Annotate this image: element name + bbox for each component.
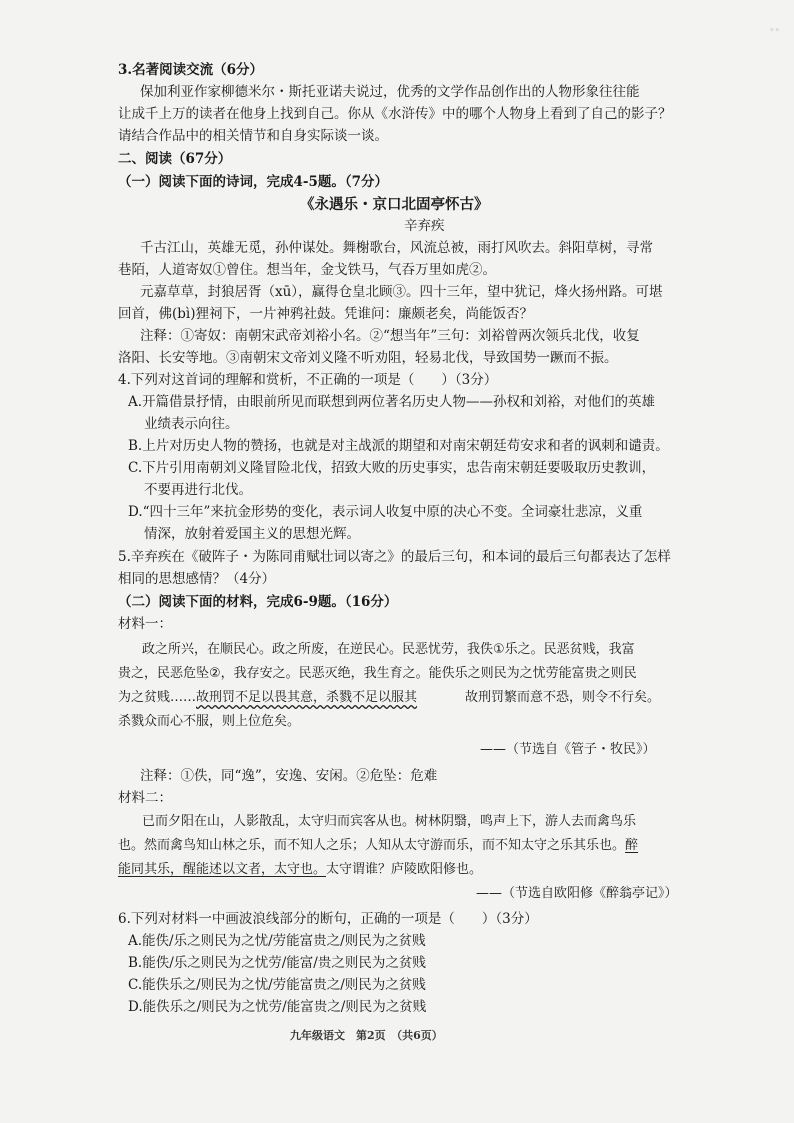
material-2-underlined-segment: 能同其乐，醒能述以文者，太守也。 <box>118 862 327 877</box>
poem-author: 辛弃疾 <box>404 218 445 234</box>
material-1-line-3-end: 故刑罚繁而意不恐，则令不行矣。 <box>465 690 661 705</box>
material-2-line-2-text: 也。然而禽鸟知山林之乐，而不知人之乐；人知从太守游而乐，而不知太守之乐其乐也。 <box>118 838 626 853</box>
q6-option-c: C.能佚乐之/则民为之忧/劳能富贵之/则民为之贫贱 <box>128 977 426 993</box>
q5-line-2: 相同的思想感情？（4分） <box>118 571 276 587</box>
q4-option-d-1: D.“四十三年”来抗金形势的变化，表示词人收复中原的决心不变。全词豪壮悲凉，义重 <box>128 504 643 520</box>
material-1-note: 注释：①佚，同“逸”，安逸、安闲。②危坠：危难 <box>140 768 438 784</box>
q3-line-2: 让成千上万的读者在他身上找到自己。你从《水浒传》中的哪个人物身上看到了自己的影子？ <box>118 106 672 122</box>
material-1-label: 材料一： <box>118 616 172 632</box>
page-footer: 九年级语文 第2页 （共6页） <box>290 1029 443 1042</box>
q4-option-b: B.上片对历史人物的赞扬，也就是对主战派的期望和对南宋朝廷苟安求和者的讽刺和谴责。 <box>128 438 669 454</box>
q4-option-c-2: 不要再进行北伐。 <box>144 482 252 498</box>
poem-note-1: 注释：①寄奴：南朝宋武帝刘裕小名。②“想当年”三句：刘裕曾两次领兵北伐，收复 <box>140 328 640 344</box>
q5-line-1: 5.辛弃疾在《破阵子・为陈同甫赋壮词以寄之》的最后三句，和本词的最后三句都表达了怎样 <box>118 549 671 565</box>
material-2-underlined-start: 醉 <box>625 838 639 853</box>
q4-heading: 4.下列对这首词的理解和赏析，不正确的一项是（ ）（3分） <box>118 372 498 388</box>
poem-line-2b: 回首，佛(bì)狸祠下，一片神鸦社鼓。凭谁问：廉颇老矣，尚能饭否？ <box>118 306 533 322</box>
material-1-line-4: 杀戮众而心不服，则上位危矣。 <box>118 714 301 729</box>
poem-title: 《永遇乐・京口北固亭怀古》 <box>300 196 489 213</box>
material-2-line-1: 已而夕阳在山，人影散乱，太守归而宾客从也。树林阴翳，鸣声上下，游人去而禽鸟乐 <box>142 814 637 829</box>
poem-line-1a: 千古江山，英雄无觅，孙仲谋处。舞榭歌台，风流总被，雨打风吹去。斜阳草树，寻常 <box>140 240 653 256</box>
q4-option-a-1: A.开篇借景抒情，由眼前所见而联想到两位著名历史人物——孙权和刘裕，对他们的英雄 <box>128 394 656 410</box>
material-2-label: 材料二： <box>118 790 172 806</box>
material-1-wavy-segment: 故刑罚不足以畏其意，杀戮不足以服其 <box>196 690 418 705</box>
material-1-source: ——（节选自《管子・牧民》） <box>480 742 656 757</box>
material-1-line-3 <box>118 688 660 708</box>
q6-option-a: A.能佚/乐之则民为之忧/劳能富贵之/则民为之贫贱 <box>128 933 426 949</box>
part-1-heading: （一）阅读下面的诗词，完成4-5题。（7分） <box>118 174 389 190</box>
corner-mark: ◦◦ <box>769 26 780 36</box>
material-1-line-1: 政之所兴，在顺民心。政之所废，在逆民心。民恶忧劳，我佚①乐之。民恶贫贱，我富 <box>142 642 635 657</box>
q4-option-c-1: C.下片引用南朝刘义隆冒险北伐，招致大败的历史事实，忠告南宋朝廷要吸取历史教训， <box>128 460 656 476</box>
poem-line-2a: 元嘉草草，封狼居胥（xū），赢得仓皇北顾③。四十三年，望中犹记，烽火扬州路。可堪 <box>140 284 663 300</box>
q3-line-3: 请结合作品中的相关情节和自身实际谈一谈。 <box>118 128 388 144</box>
poem-note-2: 洛阳、长安等地。③南朝宋文帝刘义隆不听劝阻，轻易北伐，导致国势一蹶而不振。 <box>118 350 618 366</box>
material-1-line-3-start: 为之贫贱…… <box>118 690 197 705</box>
poem-line-1b: 巷陌，人道寄奴①曾住。想当年，金戈铁马，气吞万里如虎②。 <box>118 262 496 278</box>
material-2-line-3-end: 太守谓谁？庐陵欧阳修也。 <box>326 862 483 877</box>
section-2-heading: 二、阅读（67分） <box>118 151 232 167</box>
q3-heading: 3.名著阅读交流（6分） <box>118 62 263 78</box>
q4-option-a-2: 业绩表示向往。 <box>144 416 239 432</box>
material-2-source: ——（节选自欧阳修《醉翁亭记》） <box>476 886 678 901</box>
q6-heading: 6.下列对材料一中画波浪线部分的断句，正确的一项是（ ）（3分） <box>118 911 538 927</box>
q6-option-d: D.能佚乐之/则民为之忧劳/能富贵之/则民为之贫贱 <box>128 999 427 1015</box>
q3-line-1: 保加利亚作家柳德米尔・斯托亚诺夫说过，优秀的文学作品创作出的人物形象往往能 <box>140 84 640 100</box>
material-2-line-3 <box>118 860 482 880</box>
q4-option-d-2: 情深，放射着爱国主义的思想光辉。 <box>144 526 360 542</box>
part-2-heading: （二）阅读下面的材料，完成6-9题。（16分） <box>118 594 398 610</box>
material-1-line-2: 贵之，民恶危坠②，我存安之。民恶灭绝，我生育之。能佚乐之则民为之忧劳能富贵之则民 <box>118 666 637 681</box>
q6-option-b: B.能佚/乐之则民为之忧劳/能富/贵之则民为之贫贱 <box>128 955 426 971</box>
material-2-line-2 <box>118 836 638 856</box>
